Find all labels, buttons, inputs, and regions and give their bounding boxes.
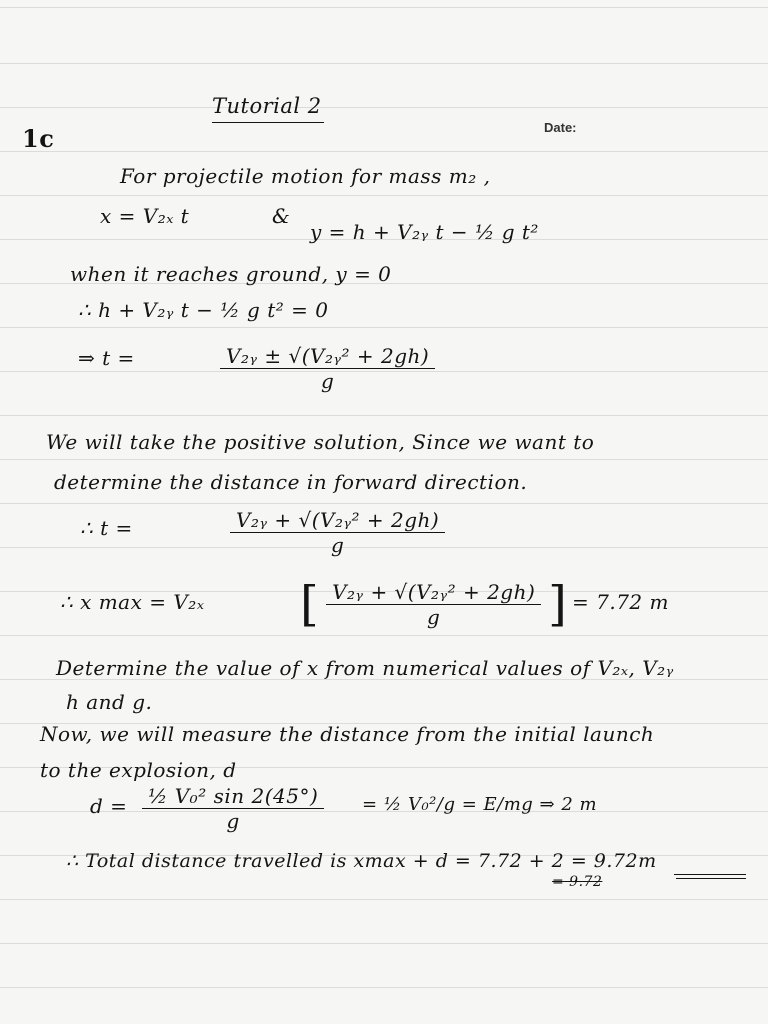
date-label: Date: bbox=[544, 120, 577, 135]
equation-t-positive-denominator: g bbox=[330, 533, 345, 557]
equation-t-positive-lhs: ∴ t = bbox=[80, 516, 133, 540]
equation-t-denominator: g bbox=[320, 369, 335, 393]
equation-t-lhs: ⇒ t = bbox=[78, 346, 135, 370]
line-total-distance: ∴ Total distance travelled is xmax + d = 7.72 + 2 = 9.72m bbox=[66, 850, 657, 872]
equation-d-simplified: = ½ V₀²/g = E/mg ⇒ 2 m bbox=[362, 794, 598, 815]
equation-d-denominator: g bbox=[226, 809, 240, 833]
line-h-and-g: h and g. bbox=[66, 690, 153, 714]
right-bracket: ] bbox=[548, 576, 568, 632]
line-reaches-ground: when it reaches ground, y = 0 bbox=[70, 262, 392, 286]
equation-d-lhs: d = bbox=[90, 794, 128, 818]
equation-d-fraction bbox=[142, 784, 324, 833]
equation-xmax-numerator: V₂ᵧ + √(V₂ᵧ² + 2gh) bbox=[326, 580, 541, 605]
line-to-explosion: to the explosion, d bbox=[40, 758, 237, 782]
equation-xmax-result: = 7.72 m bbox=[572, 590, 669, 614]
equation-t-fraction bbox=[220, 344, 435, 393]
scratched-note: = 9.72 bbox=[552, 874, 603, 890]
equation-t-positive-numerator: V₂ᵧ + √(V₂ᵧ² + 2gh) bbox=[230, 508, 445, 533]
line-measure-distance: Now, we will measure the distance from the initial launch bbox=[40, 722, 655, 746]
equation-t-numerator: V₂ᵧ ± √(V₂ᵧ² + 2gh) bbox=[220, 344, 435, 369]
result-underline-2 bbox=[676, 878, 746, 879]
equation-xmax-lhs: ∴ x max = V₂ₓ bbox=[60, 590, 205, 614]
equation-xmax-fraction bbox=[300, 576, 567, 632]
equation-t-positive-fraction bbox=[230, 508, 445, 557]
equation-xmax-denominator: g bbox=[427, 604, 441, 629]
equation-ground: ∴ h + V₂ᵧ t − ½ g t² = 0 bbox=[78, 298, 329, 322]
ampersand: & bbox=[272, 204, 291, 228]
title-underline bbox=[212, 122, 324, 123]
problem-label: 1c bbox=[22, 124, 55, 153]
line-determine-value: Determine the value of x from numerical values of V₂ₓ, V₂ᵧ bbox=[56, 656, 674, 680]
equation-d-numerator: ½ V₀² sin 2(45°) bbox=[142, 784, 324, 809]
equation-y: y = h + V₂ᵧ t − ½ g t² bbox=[310, 220, 539, 244]
page-title: Tutorial 2 bbox=[212, 94, 322, 118]
line-projectile-intro: For projectile motion for mass m₂ , bbox=[120, 164, 491, 188]
line-positive-solution: We will take the positive solution, Since we want to bbox=[46, 430, 595, 454]
left-bracket: [ bbox=[300, 576, 320, 632]
result-underline-1 bbox=[674, 874, 746, 875]
equation-x: x = V₂ₓ t bbox=[100, 204, 190, 228]
line-forward-direction: determine the distance in forward direction. bbox=[54, 470, 528, 494]
